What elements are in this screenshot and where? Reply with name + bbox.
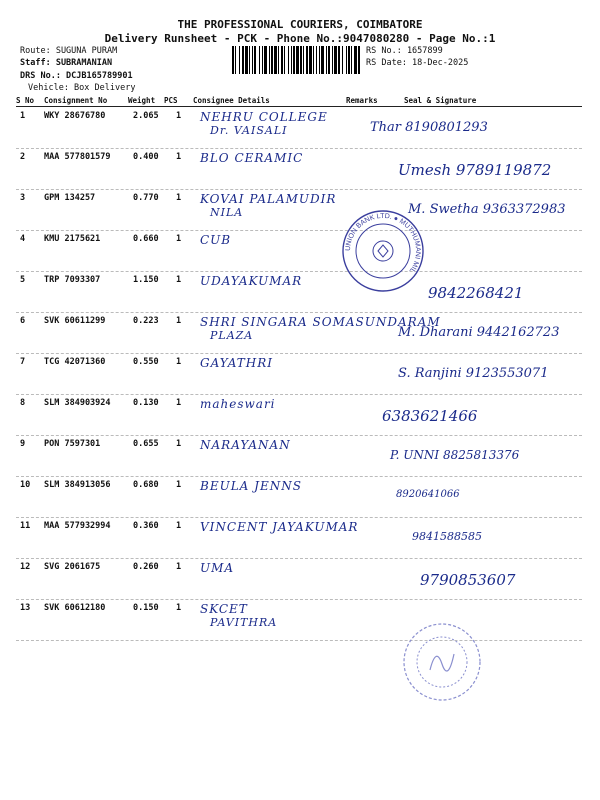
barcode-bar [332,46,333,74]
row-consignee: SHRI SINGARA SOMASUNDARAM [200,315,441,329]
row-signature: M. Swetha 9363372983 [408,202,566,217]
barcode-bar [291,46,292,74]
barcode-bar [342,46,343,74]
barcode-bar [284,46,285,74]
row-pcs: 1 [176,439,182,449]
row-pcs: 1 [176,234,182,244]
row-consignment-no: SLM 384903924 [44,398,111,408]
rs-date: RS Date: 18-Dec-2025 [366,58,469,68]
table-row [0,477,600,517]
barcode-bar [354,46,357,74]
barcode-bar [358,46,360,74]
barcode-bar [326,46,327,74]
table-row [0,313,600,353]
row-divider [16,640,582,641]
row-signature: Thar 8190801293 [370,120,488,135]
barcode-bar [278,46,279,74]
row-signature: 9841588585 [412,530,482,543]
vehicle-label: Vehicle: Box Delivery [28,83,136,93]
col-pcs: PCS [164,96,178,105]
row-consignee: VINCENT JAYAKUMAR [200,520,359,534]
barcode-bar [269,46,270,74]
barcode-bar [252,46,253,74]
row-sno: 2 [20,152,26,162]
barcode-bar [281,46,283,74]
row-consignee: BLO CERAMIC [200,151,304,165]
table-row [0,436,600,476]
barcode-bar [254,46,256,74]
table-row [0,600,600,640]
row-consignment-no: MAA 577932994 [44,521,111,531]
row-pcs: 1 [176,398,182,408]
company-title: THE PROFESSIONAL COURIERS, COIMBATORE [177,18,423,31]
row-weight: 1.150 [133,275,159,285]
row-sno: 3 [20,193,26,203]
row-sno: 5 [20,275,26,285]
row-pcs: 1 [176,275,182,285]
row-consignment-no: TRP 7093307 [44,275,101,285]
row-weight: 0.550 [133,357,159,367]
row-signature: S. Ranjini 9123553071 [398,366,549,381]
row-signature: P. UNNI 8825813376 [390,448,520,462]
row-pcs: 1 [176,357,182,367]
table-row [0,518,600,558]
row-consignment-no: MAA 577801579 [44,152,111,162]
row-signature: M. Dharani 9442162723 [398,325,560,340]
barcode-bar [235,46,236,74]
row-consignee-detail: Dr. VAISALI [210,124,288,137]
table-row [0,559,600,599]
row-consignee: SKCET [200,602,248,616]
row-consignee: UMA [200,561,235,575]
row-sno: 13 [20,603,31,613]
row-sno: 10 [20,480,31,490]
barcode-bar [321,46,324,74]
row-sno: 7 [20,357,26,367]
row-sno: 4 [20,234,26,244]
col-consignee: Consignee Details [193,96,270,105]
row-consignment-no: SLM 384913056 [44,480,111,490]
row-consignee: GAYATHRI [200,356,274,370]
row-consignee: UDAYAKUMAR [200,274,303,288]
row-weight: 0.360 [133,521,159,531]
row-pcs: 1 [176,316,182,326]
table-row [0,354,600,394]
barcode-bar [338,46,340,74]
table-row [0,231,600,271]
barcode-bar [348,46,350,74]
barcode-bar [303,46,304,74]
row-consignment-no: TCG 42071360 [44,357,106,367]
drs-number: DRS No.: DCJB165789901 [20,71,133,81]
row-sno: 1 [20,111,26,121]
barcode [232,46,362,74]
table-row [0,272,600,312]
row-consignee-detail: PLAZA [210,329,254,342]
row-weight: 0.260 [133,562,159,572]
col-consignment: Consignment No [44,96,108,105]
barcode-bar [316,46,317,74]
row-pcs: 1 [176,152,182,162]
row-consignment-no: KMU 2175621 [44,234,101,244]
barcode-bar [300,46,302,74]
row-sno: 6 [20,316,26,326]
row-pcs: 1 [176,521,182,531]
row-consignee: BEULA JENNS [200,479,302,493]
row-signature: Umesh 9789119872 [398,161,552,179]
barcode-bar [346,46,347,74]
barcode-bar [309,46,312,74]
row-weight: 0.150 [133,603,159,613]
barcode-bar [319,46,320,74]
barcode-bar [242,46,244,74]
bank-stamp [340,208,426,294]
row-signature: 9790853607 [420,571,516,589]
row-signature: 8920641066 [396,489,460,500]
table-row [0,190,600,230]
row-weight: 0.680 [133,480,159,490]
runsheet-subtitle: Delivery Runsheet - PCK - Phone No.:9047080280 - Page No.:1 [104,32,496,45]
barcode-bar [288,46,289,74]
rs-number: RS No.: 1657899 [366,46,443,56]
row-pcs: 1 [176,193,182,203]
col-weight: Weight [128,96,156,105]
barcode-bar [264,46,267,74]
row-weight: 0.400 [133,152,159,162]
barcode-bar [293,46,295,74]
stamp-text: UNION BANK LTD. ● MUTHUMANI MIL [344,212,422,274]
barcode-bar [313,46,314,74]
row-consignee: CUB [200,233,232,247]
row-sno: 12 [20,562,31,572]
header-divider [16,106,582,107]
row-consignment-no: PON 7597301 [44,439,101,449]
route-label: Route: SUGUNA PURAM [20,46,118,56]
barcode-bar [328,46,330,74]
row-weight: 0.660 [133,234,159,244]
row-sno: 8 [20,398,26,408]
row-signature: 9842268421 [428,284,524,302]
row-weight: 0.130 [133,398,159,408]
row-pcs: 1 [176,562,182,572]
row-pcs: 1 [176,111,182,121]
barcode-bar [274,46,277,74]
row-weight: 2.065 [133,111,159,121]
row-consignee-detail: PAVITHRA [210,616,278,629]
row-weight: 0.223 [133,316,159,326]
barcode-bar [296,46,299,74]
row-consignment-no: WKY 28676780 [44,111,106,121]
barcode-bar [306,46,308,74]
row-consignment-no: SVG 2061675 [44,562,101,572]
row-weight: 0.655 [133,439,159,449]
table-row [0,108,600,148]
row-weight: 0.770 [133,193,159,203]
barcode-bar [351,46,352,74]
row-consignee: NEHRU COLLEGE [200,110,328,124]
col-seal-signature: Seal & Signature [404,96,477,105]
barcode-bar [262,46,263,74]
row-consignee: NARAYANAN [200,438,291,452]
row-consignment-no: SVK 60611299 [44,316,106,326]
row-consignee: maheswari [200,397,276,411]
row-sno: 9 [20,439,26,449]
row-consignee: KOVAI PALAMUDIR [200,192,337,206]
faded-stamp [400,620,484,704]
staff-label: Staff: SUBRAMANIAN [20,58,113,68]
barcode-bar [239,46,240,74]
row-pcs: 1 [176,480,182,490]
col-remarks: Remarks [346,96,378,105]
table-row [0,149,600,189]
barcode-bar [271,46,273,74]
row-pcs: 1 [176,603,182,613]
col-sno: S No [16,96,35,105]
row-consignment-no: GPM 134257 [44,193,96,203]
barcode-bar [232,46,234,74]
barcode-bar [245,46,248,74]
row-sno: 11 [20,521,31,531]
table-row [0,395,600,435]
barcode-bar [334,46,337,74]
row-consignment-no: SVK 60612180 [44,603,106,613]
barcode-bar [249,46,250,74]
row-consignee-detail: NILA [210,206,244,219]
row-signature: 6383621466 [382,407,478,425]
barcode-bar [259,46,260,74]
